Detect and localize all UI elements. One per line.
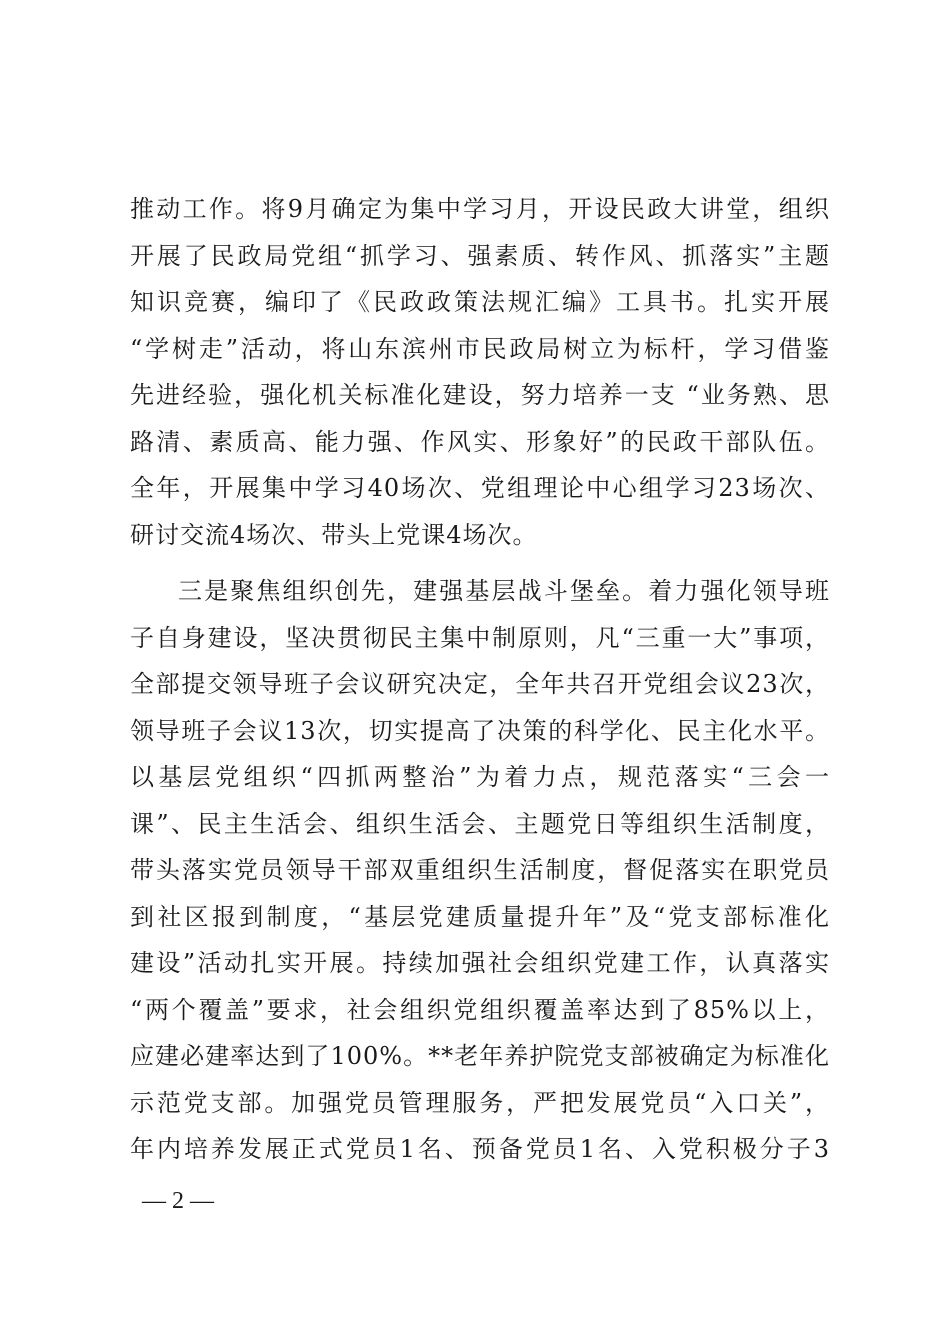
paragraph-line: 三是聚焦组织创先，建强基层战斗堡垒。着力强化领导班 [178, 577, 830, 605]
paragraph-line: 以基层党组织“四抓两整治”为着力点，规范落实“三会一 [130, 763, 830, 791]
paragraph-line: 全年，开展集中学习40场次、党组理论中心组学习23场次、 [130, 474, 830, 502]
paragraph-line: 推动工作。将9月确定为集中学习月，开设民政大讲堂，组织 [130, 195, 830, 223]
paragraph-line: 应建必建率达到了100%。**老年养护院党支部被确定为标准化 [130, 1042, 830, 1070]
page-number: — 2 — [142, 1188, 214, 1214]
paragraph-line: 子自身建设，坚决贯彻民主集中制原则，凡“三重一大”事项， [130, 623, 830, 652]
paragraph-line: 年内培养发展正式党员1名、预备党员1名、入党积极分子3 [130, 1135, 830, 1163]
paragraph-line: 到社区报到制度，“基层党建质量提升年”及“党支部标准化 [130, 902, 830, 931]
body-text [130, 186, 830, 1173]
paragraph-line: 带头落实党员领导干部双重组织生活制度，督促落实在职党员 [130, 856, 830, 884]
paragraph-gap [130, 558, 830, 568]
paragraph-line: “两个覆盖”要求，社会组织党组织覆盖率达到了85%以上， [130, 995, 830, 1024]
paragraph-line: 先进经验，强化机关标准化建设，努力培养一支 “业务熟、思 [130, 381, 830, 409]
paragraph-line: 示范党支部。加强党员管理服务，严把发展党员“入口关”， [130, 1088, 830, 1117]
paragraph-line: 建设”活动扎实开展。持续加强社会组织党建工作，认真落实 [130, 949, 830, 977]
paragraph-line: 路清、素质高、能力强、作风实、形象好”的民政干部队伍。 [130, 427, 830, 456]
paragraph-line: 研讨交流4场次、带头上党课4场次。 [130, 520, 538, 549]
paragraph-line: 领导班子会议13次，切实提高了决策的科学化、民主化水平。 [130, 716, 830, 745]
paragraph-line: 课”、民主生活会、组织生活会、主题党日等组织生活制度， [130, 809, 830, 838]
paragraph-line: “学树走”活动，将山东滨州市民政局树立为标杆，学习借鉴 [130, 334, 830, 363]
paragraph-line: 开展了民政局党组“抓学习、强素质、转作风、抓落实”主题 [130, 241, 830, 270]
paragraph-line: 知识竞赛，编印了《民政政策法规汇编》工具书。扎实开展 [130, 288, 830, 316]
paragraph-line: 全部提交领导班子会议研究决定，全年共召开党组会议23次， [130, 670, 830, 698]
